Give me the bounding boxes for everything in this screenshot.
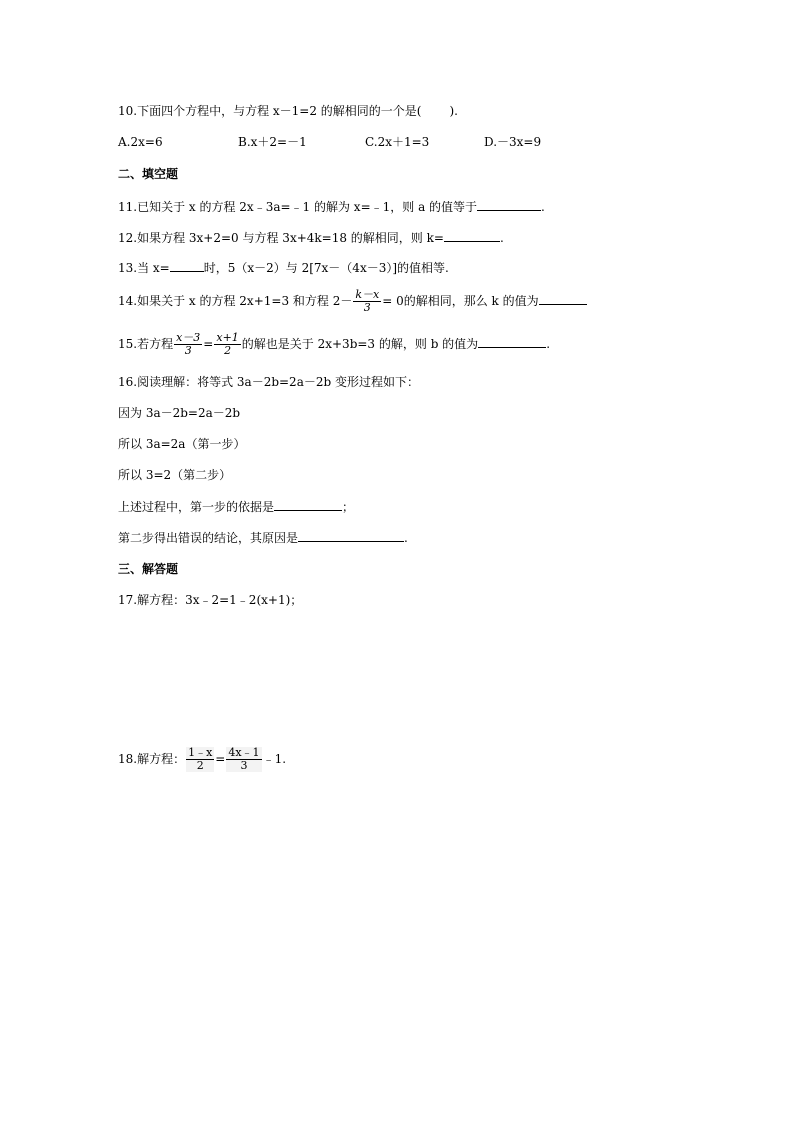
answer-paren bbox=[422, 103, 450, 115]
answer-blank bbox=[477, 198, 541, 211]
question-13 bbox=[118, 259, 449, 276]
question-13-text: 13.当 x= bbox=[118, 261, 170, 275]
question-16-q1-end: ； bbox=[342, 500, 355, 514]
question-18-text: 18.解方程： bbox=[118, 752, 186, 766]
answer-blank bbox=[444, 229, 500, 242]
equals-zero: = 0 bbox=[382, 294, 404, 308]
question-11-end: . bbox=[541, 200, 545, 214]
fraction-numerator: k－x bbox=[355, 288, 380, 301]
question-16-step0: 因为 3a－2b=2a－2b bbox=[118, 406, 241, 420]
question-13-end: 时，5（x－2）与 2[7x－（4x－3）]的值相等. bbox=[203, 261, 449, 275]
question-11-text: 11.已知关于 x 的方程 2x﹣3a=﹣1 的解为 x=﹣1，则 a 的值等于 bbox=[118, 200, 478, 214]
question-15 bbox=[118, 329, 550, 359]
fraction-right bbox=[226, 747, 261, 772]
fraction-numerator: x+1 bbox=[216, 331, 239, 344]
fraction-right bbox=[214, 332, 240, 357]
fraction-numerator: 4x﹣1 bbox=[228, 746, 260, 759]
question-18 bbox=[118, 743, 286, 775]
fraction-left bbox=[174, 332, 202, 357]
fraction-denominator: 3 bbox=[226, 760, 261, 772]
answer-blank bbox=[274, 498, 342, 511]
question-16-q1 bbox=[118, 498, 354, 515]
answer-blank bbox=[478, 335, 546, 348]
equals-sign: = bbox=[203, 337, 214, 351]
section-solve-heading: 三、解答题 bbox=[118, 562, 179, 576]
answer-blank bbox=[170, 259, 204, 272]
question-14 bbox=[118, 286, 587, 316]
question-14-text: 14.如果关于 x 的方程 2x+1=3 和方程 2－ bbox=[118, 294, 353, 308]
option-c: C.2x＋1=3 bbox=[365, 135, 430, 149]
option-d: D.－3x=9 bbox=[484, 135, 542, 149]
question-16-step1: 所以 3a=2a（第一步） bbox=[118, 437, 246, 451]
fraction-denominator: 3 bbox=[184, 344, 192, 357]
fraction-denominator: 3 bbox=[363, 301, 371, 314]
question-16-step2: 所以 3=2（第二步） bbox=[118, 468, 232, 482]
question-18-end: ﹣1. bbox=[262, 752, 287, 766]
question-12 bbox=[118, 229, 504, 246]
question-10-stem: 10.下面四个方程中，与方程 x－1=2 的解相同的一个是( bbox=[118, 104, 422, 118]
question-16-q2-text: 第二步得出错误的结论，其原因是 bbox=[118, 531, 299, 545]
option-b: B.x＋2=－1 bbox=[238, 135, 307, 149]
fraction bbox=[353, 289, 381, 314]
question-14-end: 的解相同，那么 k 的值为 bbox=[403, 294, 539, 308]
fraction-denominator: 2 bbox=[186, 760, 214, 772]
section-fill-in-heading: 二、填空题 bbox=[118, 167, 179, 181]
question-12-end: . bbox=[499, 231, 504, 245]
fraction-numerator: x－3 bbox=[176, 331, 201, 344]
question-10 bbox=[118, 103, 458, 119]
question-11 bbox=[118, 198, 545, 215]
answer-blank bbox=[298, 529, 404, 542]
question-16-q2 bbox=[118, 529, 408, 546]
question-16-q1-text: 上述过程中，第一步的依据是 bbox=[118, 500, 275, 514]
question-16-q2-end: . bbox=[404, 531, 408, 545]
question-15-text: 15.若方程 bbox=[118, 337, 174, 351]
question-15-mid: 的解也是关于 2x+3b=3 的解，则 b 的值为 bbox=[241, 337, 479, 351]
fraction-denominator: 2 bbox=[224, 344, 232, 357]
equals-sign: = bbox=[215, 752, 226, 766]
fraction-left bbox=[186, 747, 214, 772]
question-17: 17.解方程：3x﹣2=1﹣2(x+1)； bbox=[118, 593, 303, 607]
question-12-text: 12.如果方程 3x+2=0 与方程 3x+4k=18 的解相同，则 k= bbox=[118, 231, 444, 245]
question-16-intro: 16.阅读理解：将等式 3a－2b=2a－2b 变形过程如下： bbox=[118, 375, 419, 389]
question-10-stem-end: ). bbox=[449, 104, 458, 118]
answer-blank bbox=[539, 292, 587, 305]
fraction-numerator: 1﹣x bbox=[188, 746, 213, 759]
question-15-end: . bbox=[546, 337, 551, 351]
option-a: A.2x=6 bbox=[118, 135, 163, 149]
